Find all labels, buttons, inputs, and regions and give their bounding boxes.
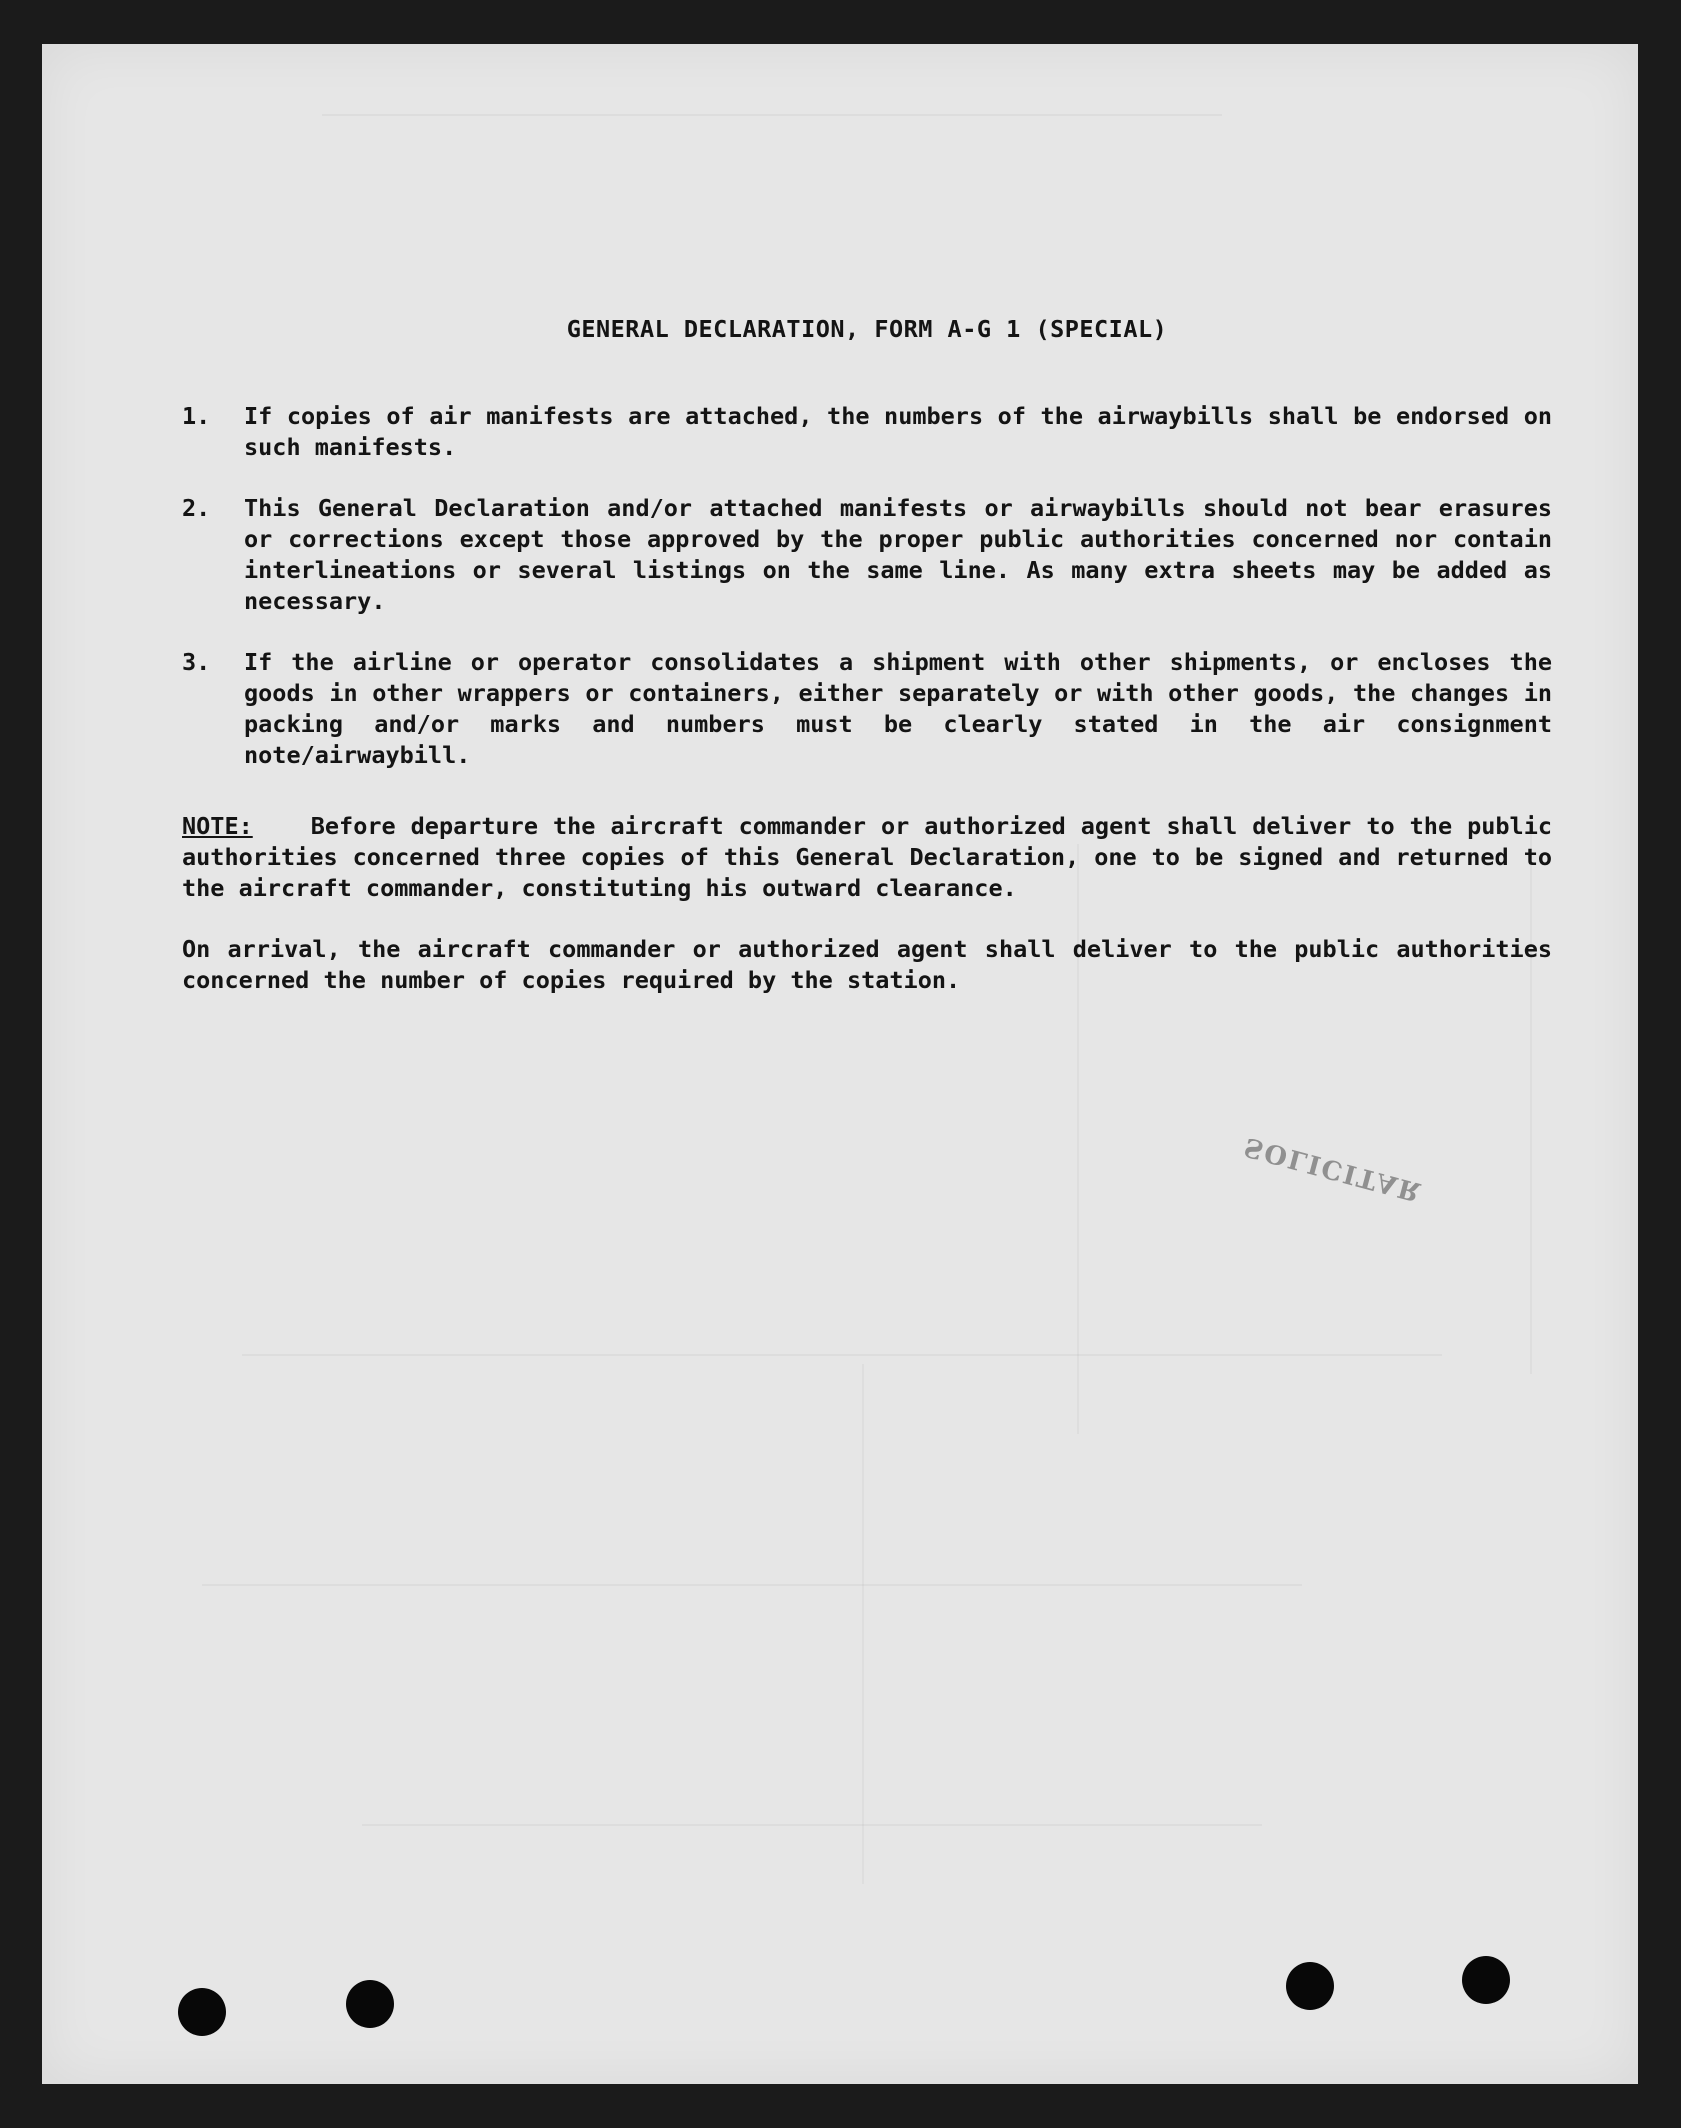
faint-stamp: SOLICITAR (1241, 1130, 1426, 1208)
document-body (182, 314, 1552, 996)
item-number: 1. (182, 402, 211, 430)
item-text: If the airline or operator consolidates a shipment with other shipments, or encloses the goods in other wrappers or containers, either separately or with other goods, the changes in packing and/or marks and numbers must be clearly stated in the air consignment note/airwaybill. (244, 648, 1552, 769)
punch-hole (1462, 1956, 1510, 2004)
note-text: Before departure the aircraft commander or authorized agent shall deliver to the public authorities concerned three copies of this General Declaration, one to be signed and returned to the aircraft commander, constituting his outward clearance. (182, 812, 1552, 902)
document-page (42, 44, 1638, 2084)
note-paragraph (182, 811, 1552, 904)
punch-hole (346, 1980, 394, 2028)
list-item (182, 401, 1552, 463)
document-title: GENERAL DECLARATION, FORM A-G 1 (SPECIAL) (566, 315, 1168, 343)
punch-hole (1286, 1962, 1334, 2010)
arrival-paragraph: On arrival, the aircraft commander or authorized agent shall deliver to the public authorities concerned the number of copies required by the station. (182, 935, 1552, 994)
item-text: If copies of air manifests are attached, the numbers of the airwaybills shall be endorsed on such manifests. (244, 402, 1552, 461)
list-item (182, 493, 1552, 617)
punch-hole (178, 1988, 226, 2036)
item-number: 3. (182, 648, 211, 676)
item-number: 2. (182, 494, 211, 522)
item-text: This General Declaration and/or attached manifests or airwaybills should not bear erasures or corrections except those approved by the proper public authorities concerned nor contain interlineations or several listings on the same line. As many extra sheets may be added as necessary. (244, 494, 1552, 615)
note-label: NOTE: (182, 812, 253, 840)
list-item (182, 647, 1552, 771)
